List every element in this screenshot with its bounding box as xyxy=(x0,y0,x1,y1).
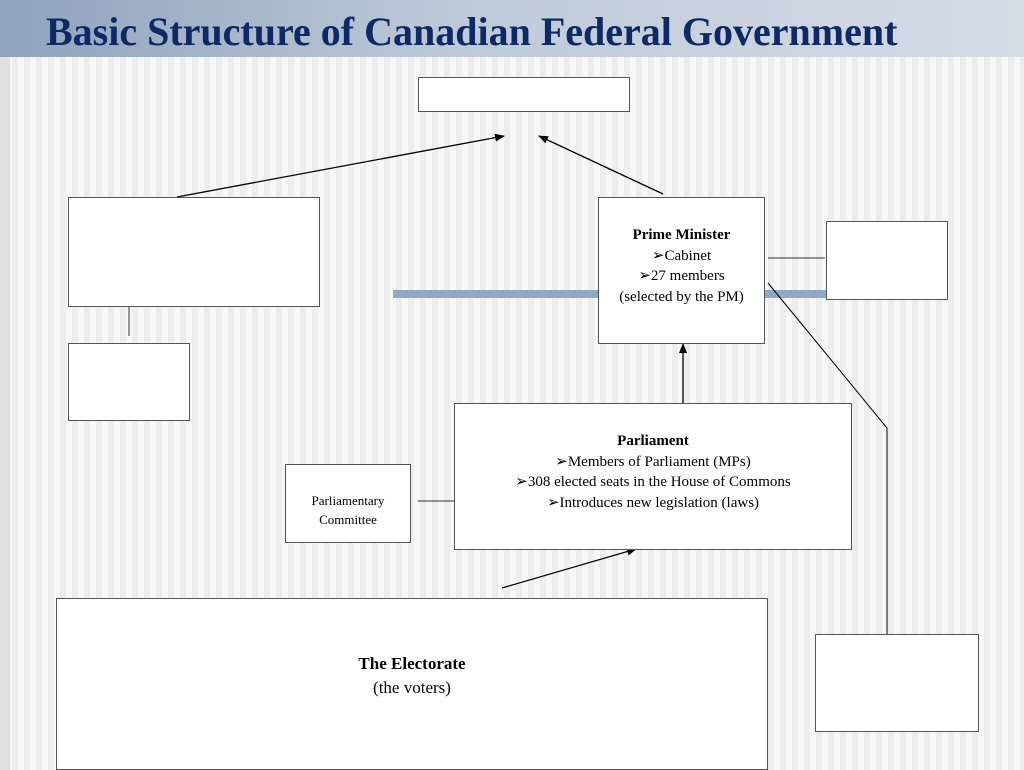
electorate-heading: The Electorate xyxy=(358,654,466,673)
parliament-item-seats: ➢308 elected seats in the House of Commons xyxy=(515,474,791,490)
parliament-item-legislation: ➢Introduces new legislation (laws) xyxy=(546,494,760,511)
parliament-item-mps: ➢Members of Parliament (MPs) xyxy=(555,453,751,470)
right-empty-box xyxy=(826,221,948,300)
committee-line-2: Committee xyxy=(319,512,377,527)
electorate-sub: (the voters) xyxy=(373,678,451,697)
top-empty-box xyxy=(418,77,630,112)
arrow-electorate-to-parliament xyxy=(502,549,636,588)
parliament-heading: Parliament xyxy=(617,433,689,449)
pm-item-members: ➢27 members xyxy=(638,268,725,284)
bottom-right-empty-box xyxy=(815,634,979,732)
pm-item-cabinet: ➢Cabinet xyxy=(651,247,712,264)
small-left-empty-box xyxy=(68,343,190,421)
parliamentary-committee-box xyxy=(285,464,411,543)
slide-title: Basic Structure of Canadian Federal Government xyxy=(46,9,898,54)
committee-line-1: Parliamentary xyxy=(311,493,385,508)
pm-note: (selected by the PM) xyxy=(619,288,744,305)
pm-heading: Prime Minister xyxy=(632,227,731,243)
prime-minister-box xyxy=(598,197,765,344)
parliament-box xyxy=(454,403,852,550)
arrow-left-to-top xyxy=(177,136,504,197)
electorate-box xyxy=(56,598,768,770)
arrow-pm-to-top xyxy=(539,136,663,194)
left-empty-box xyxy=(68,197,320,307)
